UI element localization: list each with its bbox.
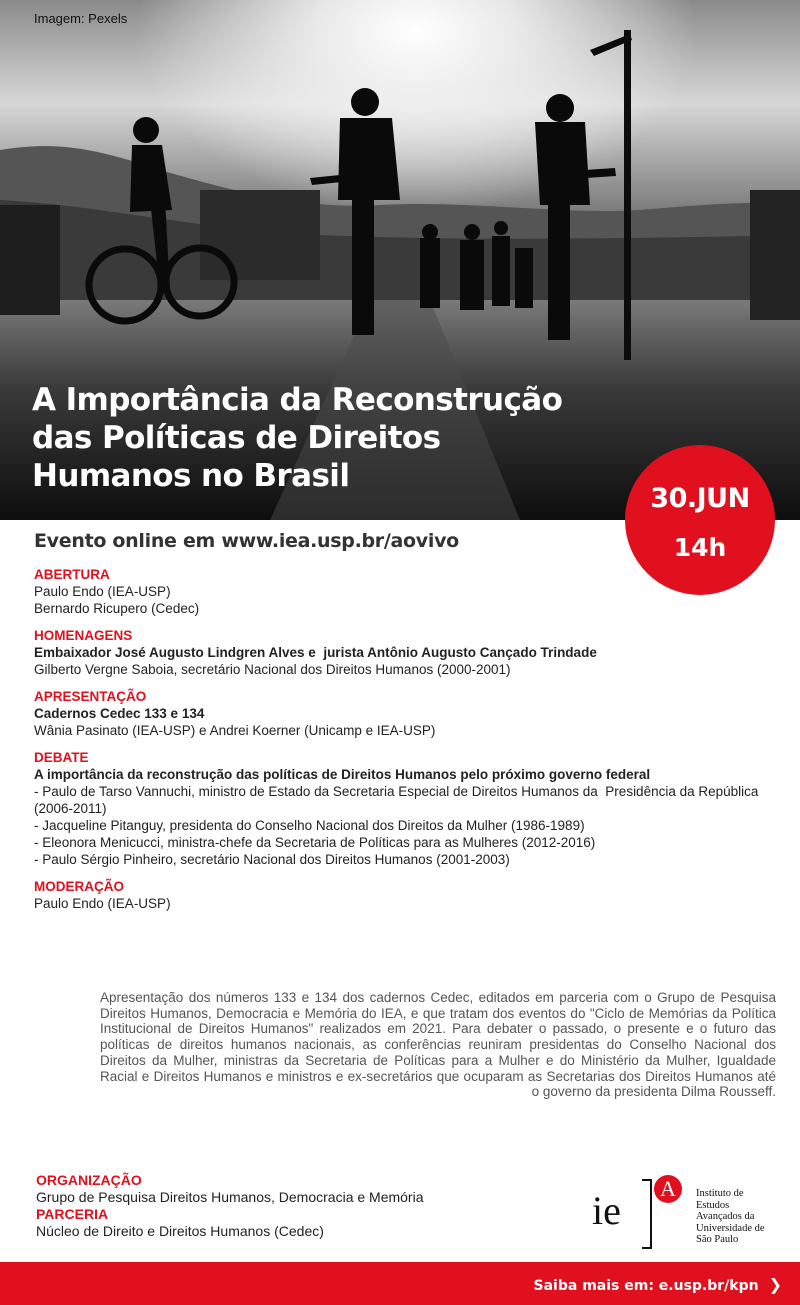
footer-bar [0, 1262, 800, 1305]
image-credit: Imagem: Pexels [34, 11, 128, 26]
section-heading: APRESENTAÇÃO [34, 689, 147, 704]
section-homenagens [34, 627, 764, 678]
partner-text: Núcleo de Direito e Direitos Humanos (Cedec) [36, 1223, 324, 1239]
list-item: Paulo Endo (IEA-USP) [34, 584, 171, 599]
section-heading: MODERAÇÃO [34, 879, 124, 894]
event-date: 30.JUN [650, 483, 750, 514]
event-summary: Apresentação dos números 133 e 134 dos cadernos Cedec, editados em parceria com o Grupo de Pesquisa Direitos Humanos, Democracia e Memória do IEA, e que tratam dos eventos do "Ciclo de Memórias da Política Institucional de Direitos Humanos" realizados em 2021. Para debater o passado, o presente e o futuro das políticas de direitos humanos nacionais, as conferências reuniram presidentas do Conselho Nacional dos Direitos da Mulher, ministras da Secretaria de Políticas para a Mulher e do Ministério da Mulher, Igualdade Racial e Direitos Humanos e ministros e ex-secretários que ocuparam as Secretarias dos Direitos Humanos até o governo da presidenta Dilma Rousseff. [100, 990, 776, 1100]
section-abertura [34, 566, 764, 617]
section-heading: ABERTURA [34, 567, 110, 582]
list-item: - Eleonora Menicucci, ministra-chefe da Secretaria de Políticas para as Mulheres (2012-2016) [34, 835, 596, 850]
event-online-link[interactable]: Evento online em www.iea.usp.br/aovivo [34, 530, 459, 552]
organization-text: Grupo de Pesquisa Direitos Humanos, Democracia e Memória [36, 1189, 424, 1205]
section-heading: HOMENAGENS [34, 628, 133, 643]
list-item: - Paulo de Tarso Vannuchi, ministro de Estado da Secretaria Especial de Direitos Humanos da Presidência da República (2006-2011) [34, 784, 763, 816]
logo-circle: A [654, 1175, 682, 1203]
logo-bracket [642, 1179, 652, 1249]
page-title: A Importância da Reconstrução das Políticas de Direitos Humanos no Brasil [32, 382, 563, 494]
section-heading: DEBATE [34, 750, 89, 765]
chevron-right-icon: ❯ [768, 1275, 782, 1294]
list-item: Gilberto Vergne Saboia, secretário Nacional dos Direitos Humanos (2000-2001) [34, 662, 511, 677]
more-info-label: Saiba mais em: e.usp.br/kpn [533, 1278, 759, 1294]
list-item: - Paulo Sérgio Pinheiro, secretário Nacional dos Direitos Humanos (2001-2003) [34, 852, 510, 867]
section-subtitle: Embaixador José Augusto Lindgren Alves e jurista Antônio Augusto Cançado Trindade [34, 645, 597, 660]
organization-block [36, 1172, 424, 1240]
program [34, 566, 764, 922]
event-time: 14h [673, 533, 727, 562]
list-item: Bernardo Ricupero (Cedec) [34, 601, 200, 616]
logo-text: Instituto de Estudos Avançados da Universidade de São Paulo [696, 1188, 765, 1245]
list-item: - Jacqueline Pitanguy, presidenta do Conselho Nacional dos Direitos da Mulher (1986-1989) [34, 818, 585, 833]
section-debate [34, 749, 764, 868]
iea-logo [592, 1175, 782, 1255]
partner-heading: PARCERIA [36, 1206, 109, 1222]
section-subtitle: A importância da reconstrução das políticas de Direitos Humanos pelo próximo governo federal [34, 767, 651, 782]
hero-image [0, 0, 800, 520]
section-moderacao [34, 878, 764, 912]
list-item: Wânia Pasinato (IEA-USP) e Andrei Koerner (Unicamp e IEA-USP) [34, 723, 436, 738]
logo-mark: ie [592, 1188, 621, 1233]
more-info-link[interactable] [534, 1275, 782, 1294]
list-item: Paulo Endo (IEA-USP) [34, 896, 171, 911]
organization-heading: ORGANIZAÇÃO [36, 1172, 142, 1188]
section-subtitle: Cadernos Cedec 133 e 134 [34, 706, 205, 721]
section-apresentacao [34, 688, 764, 739]
